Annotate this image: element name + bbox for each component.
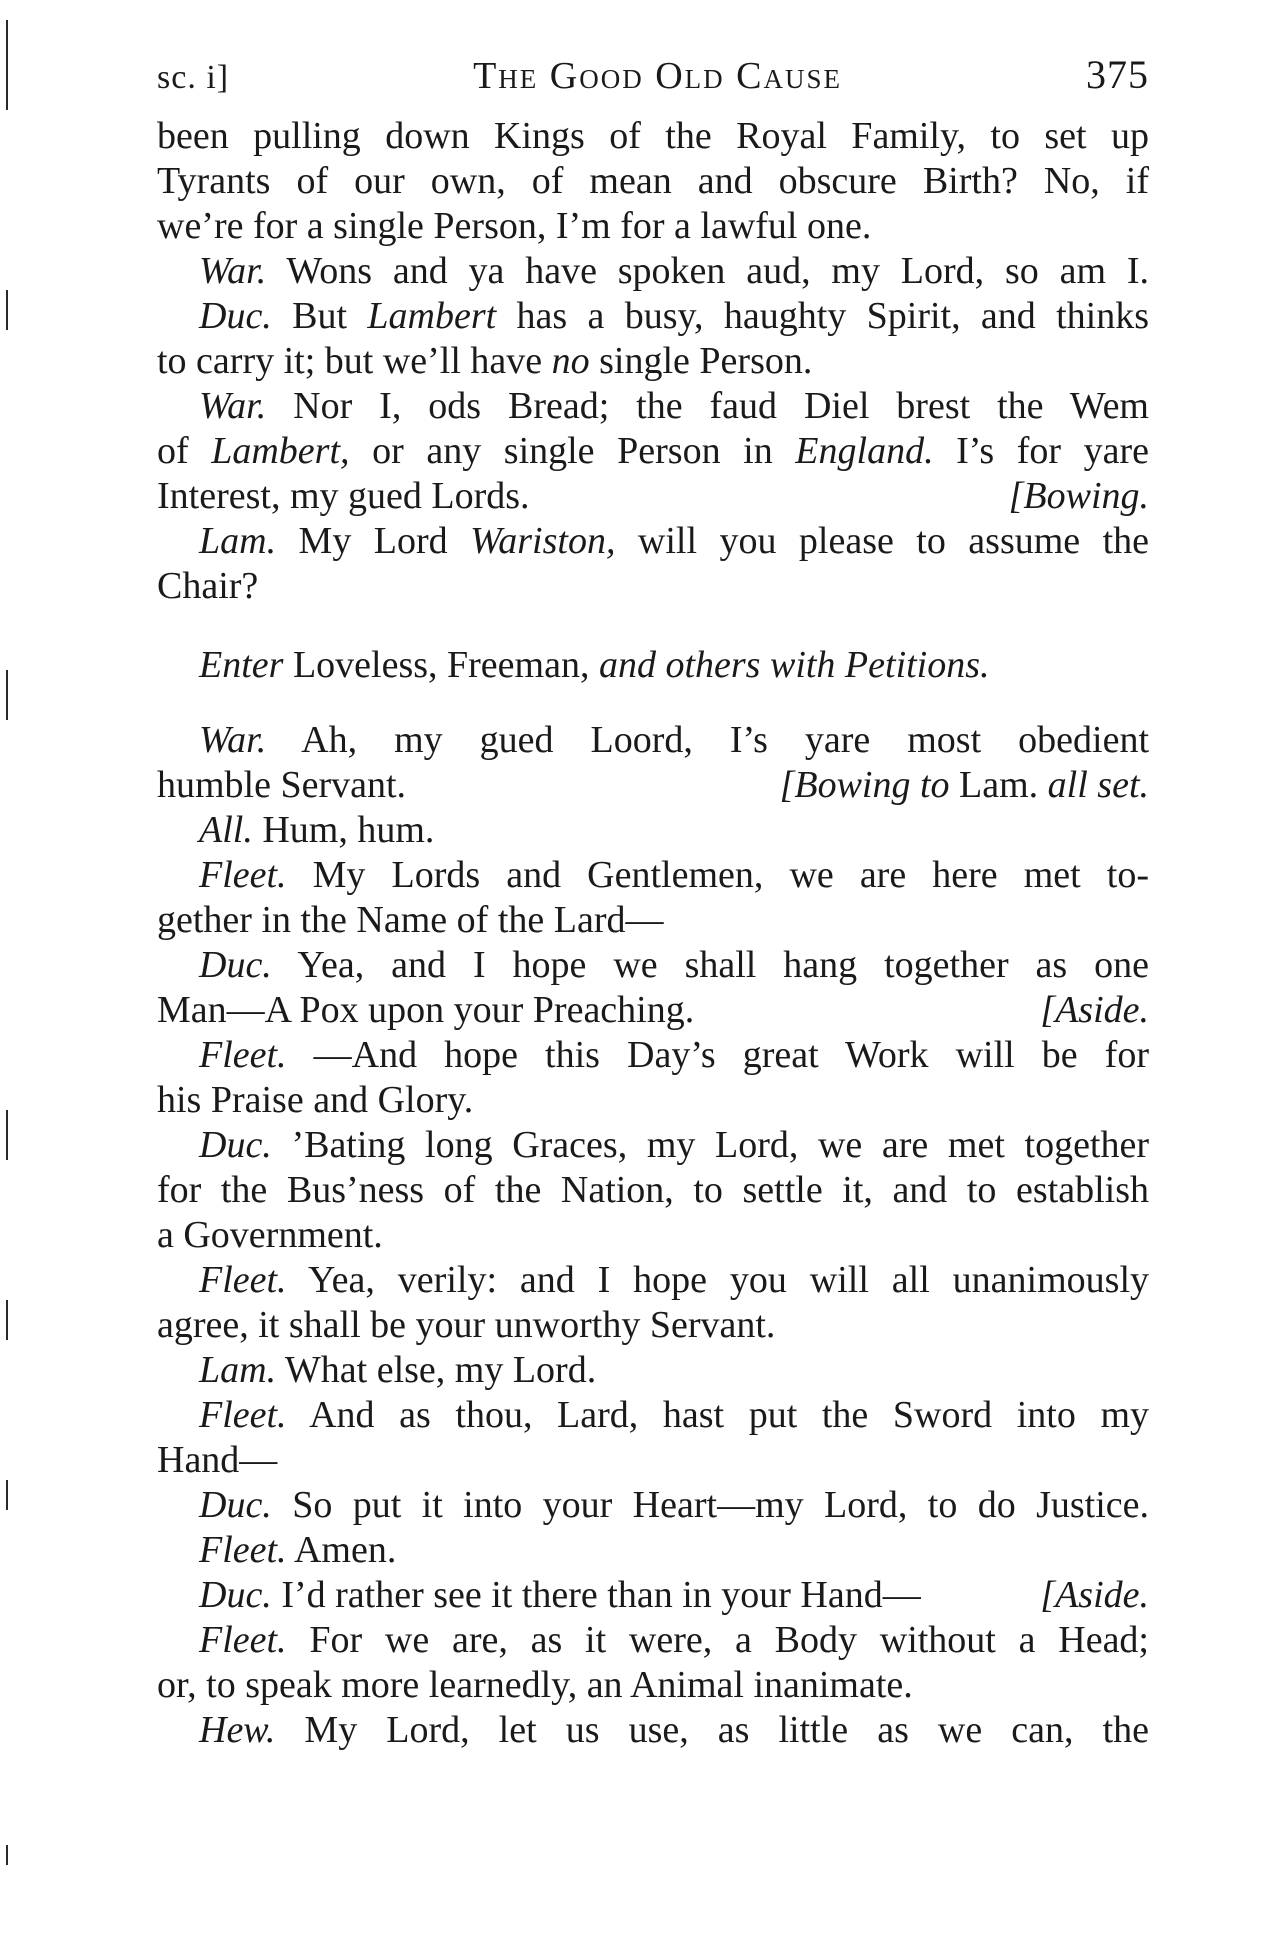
page: [157, 52, 1149, 1753]
speech: [157, 1573, 1149, 1618]
page-number: 375: [1086, 52, 1149, 97]
stage-direction: [Aside.: [1040, 1574, 1149, 1616]
stage-direction: [Bowing to: [779, 764, 950, 806]
speaker-name: Lam.: [199, 1349, 277, 1391]
speech-text: a Government.: [157, 1214, 383, 1256]
speech: [157, 1348, 1149, 1393]
speaker-name: All.: [199, 809, 253, 851]
speaker-name: War.: [199, 719, 267, 761]
speech-text: Nor I, ods Bread; the faud Diel brest the Wem: [293, 385, 1149, 427]
speech-text: My Lord: [298, 520, 448, 562]
speech-text: Hum, hum.: [262, 809, 435, 851]
speech: [157, 294, 1149, 384]
running-header: [157, 52, 1149, 114]
speech-text: For we are, as it were, a Body without a Head;: [309, 1619, 1149, 1661]
speech-text: to carry it; but we’ll have: [157, 340, 543, 382]
speech-text: My Lord, let us use, as little as we can, the: [304, 1709, 1149, 1751]
stage-direction: Lam.: [959, 764, 1039, 806]
speech-text: Wons and ya have spoken aud, my Lord, so am I.: [286, 250, 1149, 292]
speaker-name: Fleet.: [199, 1259, 287, 1301]
speaker-name: Duc.: [199, 1484, 272, 1526]
speech-text: Ah, my gued Loord, I’s yare most obedient: [301, 719, 1149, 761]
stage-direction: [Bowing.: [1008, 475, 1149, 517]
stage-direction: [Aside.: [1040, 989, 1149, 1031]
running-title: The Good Old Cause: [473, 55, 843, 97]
speech: [157, 853, 1149, 943]
speaker-name: Lam.: [199, 520, 277, 562]
speech: [157, 519, 1149, 609]
text-line: Tyrants of our own, of mean and obscure Birth? No, if: [157, 160, 1149, 202]
speech: [157, 1708, 1149, 1753]
speech: [157, 1258, 1149, 1348]
text-line: been pulling down Kings of the Royal Family, to set up: [157, 115, 1149, 157]
speech: [157, 249, 1149, 294]
speech: [157, 718, 1149, 808]
text-line: we’re for a single Person, I’m for a lawful one.: [157, 205, 872, 247]
speech-text: single Person.: [599, 340, 813, 382]
speaker-name: Fleet.: [199, 854, 287, 896]
speech-text: has a busy, haughty Spirit, and thinks: [516, 295, 1150, 337]
speaker-name: Duc.: [199, 295, 272, 337]
speaker-name: Hew.: [199, 1709, 276, 1751]
speech: [157, 1033, 1149, 1123]
speech-text: will you please to assume the: [637, 520, 1150, 562]
speaker-name: Fleet.: [199, 1529, 287, 1571]
speaker-name: Fleet.: [199, 1034, 287, 1076]
speech-text: Hand—: [157, 1439, 278, 1481]
speech: [157, 384, 1149, 519]
speech-text: Amen.: [293, 1529, 397, 1571]
speech-text: ’Bating long Graces, my Lord, we are met together: [291, 1124, 1150, 1166]
speech: [157, 808, 1149, 853]
binding-gutter: [6, 0, 14, 1960]
speech-text: But: [292, 295, 348, 337]
speaker-name: Duc.: [199, 1574, 272, 1616]
speech-text: And as thou, Lard, hast put the Sword into my: [309, 1394, 1150, 1436]
character-names: Loveless, Freeman,: [292, 644, 590, 686]
speech-text: of: [157, 430, 189, 472]
speech-text: —And hope this Day’s great Work will be for: [313, 1034, 1149, 1076]
speaker-name: Duc.: [199, 1124, 272, 1166]
speaker-name: Duc.: [199, 944, 272, 986]
speech-text: Lambert,: [211, 430, 350, 472]
speech-text: Chair?: [157, 565, 259, 607]
speech-text: or, to speak more learnedly, an Animal inanimate.: [157, 1664, 913, 1706]
speech-text: Yea, and I hope we shall hang together as one: [297, 944, 1149, 986]
speech-text: his Praise and Glory.: [157, 1079, 474, 1121]
speech-text: So put it into your Heart—my Lord, to do Justice.: [292, 1484, 1150, 1526]
speech-text: humble Servant.: [157, 764, 407, 806]
speech-text: What else, my Lord.: [284, 1349, 597, 1391]
speech-text: I’d rather see it there than in your Hand—: [281, 1574, 921, 1616]
speaker-name: War.: [199, 250, 267, 292]
stage-direction: all set.: [1047, 764, 1149, 806]
speech-text: Yea, verily: and I hope you will all unanimously: [308, 1259, 1150, 1301]
stage-direction: and others with Petitions.: [598, 644, 990, 686]
stage-direction: Enter: [199, 644, 284, 686]
speech-text: gether in the Name of the Lard—: [157, 899, 664, 941]
speech-text: Man—A Pox upon your Preaching.: [157, 989, 695, 1031]
speech-text: England.: [795, 430, 934, 472]
speech: [157, 1528, 1149, 1573]
speech: [157, 943, 1149, 1033]
speaker-name: Fleet.: [199, 1394, 287, 1436]
speech-text: Lambert: [367, 295, 497, 337]
paragraph: [157, 114, 1149, 249]
speech-text: for the Bus’ness of the Nation, to settle it, and to establish: [157, 1169, 1149, 1211]
speech: [157, 1618, 1149, 1708]
speaker-name: War.: [199, 385, 267, 427]
speech-text: My Lords and Gentlemen, we are here met to-: [312, 854, 1149, 896]
speech-text: Interest, my gued Lords.: [157, 475, 530, 517]
speaker-name: Fleet.: [199, 1619, 287, 1661]
speech-text: or any single Person in: [372, 430, 773, 472]
speech: [157, 1393, 1149, 1483]
speech-text: I’s for yare: [956, 430, 1150, 472]
speech-text: agree, it shall be your unworthy Servant.: [157, 1304, 776, 1346]
speech-text: Wariston,: [470, 520, 616, 562]
speech: [157, 1483, 1149, 1528]
speech-text: no: [551, 340, 590, 382]
section-marker: sc. i]: [157, 59, 230, 96]
speech: [157, 1123, 1149, 1258]
stage-direction-entrance: [157, 643, 1149, 688]
